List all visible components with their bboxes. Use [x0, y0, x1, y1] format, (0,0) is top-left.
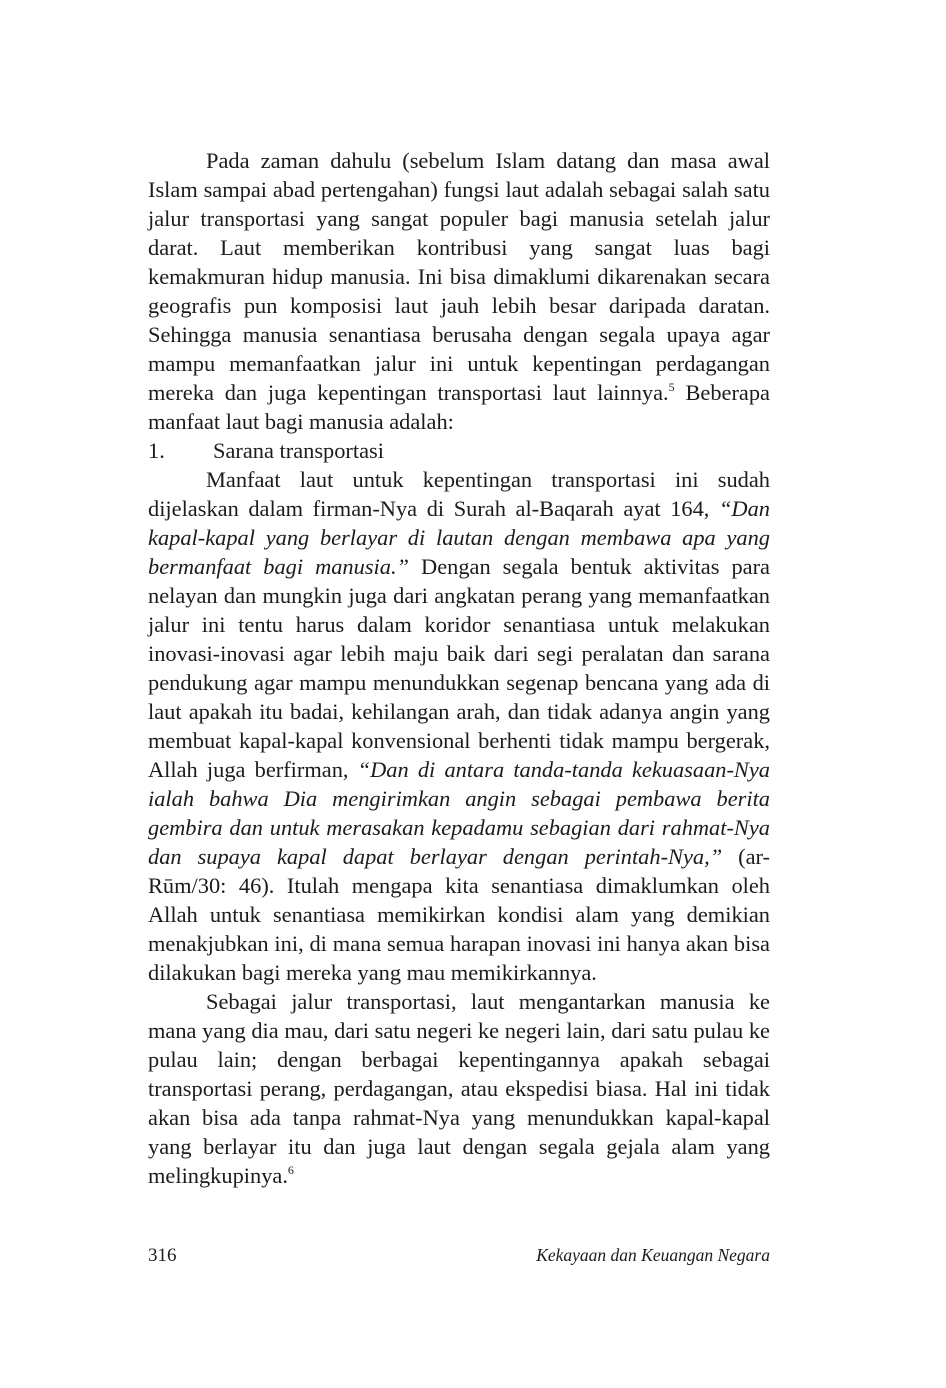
paragraph-closing	[148, 987, 770, 1190]
paragraph-intro-text: Pada zaman dahulu (sebelum Islam datang dan masa awal Islam sampai abad pertengahan) fungsi laut adalah sebagai salah satu jalur transportasi yang sangat populer bagi manusia setelah jalur darat. Laut memberikan kontribusi yang sangat luas bagi kemakmuran hidup manusia. Ini bisa dimaklumi dikarenakan secara geografis pun komposisi laut jauh lebih besar daripada daratan. Sehingga manusia senantiasa berusaha dengan segala upaya agar mampu memanfaatkan jalur ini untuk kepentingan perdagangan mereka dan juga kepentingan transportasi laut lainnya.	[148, 148, 770, 405]
paragraph-intro	[148, 146, 770, 436]
running-title: Kekayaan dan Keuangan Negara	[536, 1245, 770, 1265]
paragraph-intro-tail: Beberapa manfaat laut bagi manusia adalah:	[148, 380, 770, 434]
quote-baqarah: “Dan kapal-kapal yang berlayar di lautan dengan membawa apa yang bermanfaat bagi manusia.”	[148, 496, 770, 579]
list-item-number: 1.	[148, 438, 165, 463]
paragraph-transport-text-c: (ar-Rūm/30: 46). Itulah mengapa kita senantiasa dimaklumkan oleh Allah untuk senantiasa memikirkan kondisi alam yang demikian menakjubkan ini, di mana semua harapan inovasi ini hanya akan bisa dilakukan bagi mereka yang mau memikirkannya.	[148, 844, 770, 985]
paragraph-transport-text-a: Manfaat laut untuk kepentingan transportasi ini sudah dijelaskan dalam firman-Nya di Surah al-Baqarah ayat 164,	[148, 467, 770, 521]
list-item-label: Sarana transportasi	[213, 438, 384, 463]
page-body	[148, 146, 770, 1190]
list-item	[148, 436, 770, 465]
footnote-ref-5[interactable]: 5	[668, 380, 675, 394]
quote-rum: “Dan di antara tanda-tanda kekuasaan-Nya ialah bahwa Dia mengirimkan angin sebagai pembawa berita gembira dan untuk merasakan kepadamu sebagian dari rahmat-Nya dan supaya kapal dapat berlayar dengan perintah-Nya,”	[148, 757, 770, 869]
paragraph-closing-text: Sebagai jalur transportasi, laut mengantarkan manusia ke mana yang dia mau, dari satu negeri ke negeri lain, dari satu pulau ke pulau lain; dengan berbagai kepentingannya apakah sebagai transportasi perang, perdagangan, atau ekspedisi biasa. Hal ini tidak akan bisa ada tanpa rahmat-Nya yang menundukkan kapal-kapal yang berlayar itu dan juga laut dengan segala gejala alam yang melingkupinya.	[148, 989, 770, 1188]
paragraph-transport	[148, 465, 770, 987]
footnote-ref-6[interactable]: 6	[287, 1163, 294, 1177]
paragraph-transport-text-b: Dengan segala bentuk aktivitas para nelayan dan mungkin juga dari angkatan perang yang memanfaatkan jalur ini tentu harus dalam koridor senantiasa untuk melakukan inovasi-inovasi agar lebih maju baik dari segi peralatan dan sarana pendukung agar mampu menundukkan segenap bencana yang ada di laut apakah itu badai, kehilangan arah, dan tidak adanya angin yang membuat kapal-kapal konvensional berhenti tidak mampu bergerak, Allah juga berfirman,	[148, 554, 770, 782]
page-number: 316	[148, 1245, 177, 1266]
